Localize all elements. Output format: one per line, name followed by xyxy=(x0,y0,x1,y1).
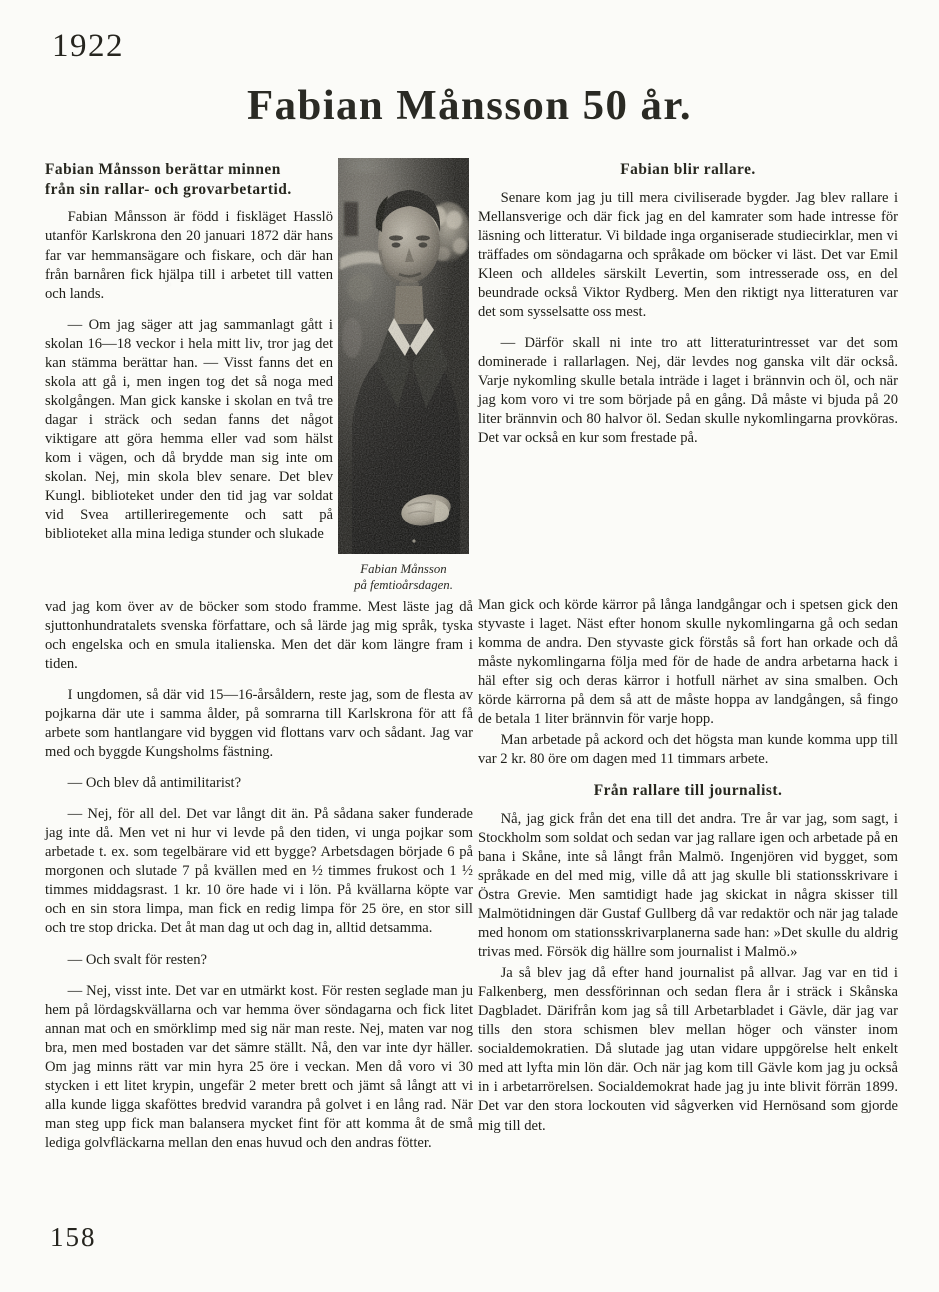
paragraph: Man arbetade på ackord och det högsta man kunde komma upp till var 2 kr. 80 öre om dagen med 11 timmars arbete. xyxy=(478,732,898,768)
right-column-continuation xyxy=(478,596,898,1138)
paragraph: Ja så blev jag då efter hand journalist på allvar. Jag var en tid i Falkenberg, men dessförinnan och sedan flera år i sträck i Skånska Dagbladet. Därifrån kom jag så till Arbetarbladet i Gävle, där jag var tills den stora schismen blev mellan höger och vänster inom socialdemokratien. Då slutade jag utan vidare uppgörelse helt enkelt med att lyfta min lön där. Och när jag kom till Gävle kom jag ju också in i arbetarrörelsen. Socialdemokrat hade jag ju inte blivit förrän 1899. Det var den stora lockouten vid sågverken vid Hernösand som gjorde mig till det. xyxy=(478,965,898,1134)
paragraph: — Om jag säger att jag sammanlagt gått i skolan 16—18 veckor i hela mitt liv, tror jag det kan stämma berättar han. — Visst fanns det en skola att gå i, men ingen tog det så noga med skolgången. Man gick kanske i skolan en två tre dagar i sträck och sedan fanns det något viktigare att göra hemma eller vad som hälst kom i vägen, och då brydde man sig inte om skolan. Nej, min skola blev senare. Det blev Kungl. biblioteket under den tid jag var soldat vid Svea artilleriregemente och satt på biblioteket alla mina lediga stunder och slukade xyxy=(45,316,333,542)
photo-caption xyxy=(338,561,469,594)
paragraph: Nå, jag gick från det ena till det andra. Tre år var jag, som sagt, i Stockholm som soldat och sedan var jag rallare igen och arbetade på en bana i Skåne, inte så långt från Malmö. Ingenjören vid bygget, som språkade en del med mig, ville då att jag skulle bli stationsskrivare i Östra Grevie. Men samtidigt hade jag skickat in några skisser till Malmötidningen där Gustaf Gullberg då var redaktör och när jag talade med honom om stationsskrivarplanerna sade han: »Det skulle du aldrig trivas med. Försök dig hällre som journalist i Malmö.» xyxy=(478,811,898,961)
paragraph: — Nej, för all del. Det var långt dit än. På sådana saker funderade jag inte då. Men vet ni hur vi levde på den tiden, vi unga pojkar som arbetade t. ex. som tegelbärare vid ett bygge? Arbetsdagen började 6 på morgonen och slutade 7 på kvällen med en ½ timmes frukost och 1 ½ timmes middagsrast. 1 kr. 10 öre hade vi i lön. På kvällarna köpte var och en sin stora limpa, man fick en redig limpa för 25 öre, en stor sill och tre stop dricka. Det åt man dag ut och dag in, alltid detsamma. xyxy=(45,806,473,937)
photo-caption-line2: på femtioårsdagen. xyxy=(354,578,453,593)
paragraph-question: — Och blev då antimilitarist? xyxy=(67,775,242,792)
portrait-figure xyxy=(338,158,469,594)
page-number: 158 xyxy=(50,1222,97,1252)
paragraph-question: — Och svalt för resten? xyxy=(67,951,208,968)
section-spacer xyxy=(478,771,898,781)
section-heading-fran-rallare-till-journalist: Från rallare till journalist. xyxy=(593,782,783,800)
kicker-line-2: från sin rallar- och grovarbetartid. xyxy=(45,180,292,198)
paragraph: — Därför skall ni inte tro att litteraturintresset var det som dominerade i rallarlagen. Nej, där levdes nog ganska vilt där också. Varje nykomling skulle betala inträde i laget i brännvin och öl, och när jag kom voro vi tre som började på en gång. Då måste vi bjuda på 20 liter brännvin och 80 halvor öl. Sedan skulle nykomlingarna provköras. Det var också en kur som frestade på. xyxy=(478,334,898,447)
section-heading-fabian-blir-rallare: Fabian blir rallare. xyxy=(620,161,756,178)
portrait-photograph-icon xyxy=(338,158,469,554)
paragraph: — Nej, visst inte. Det var en utmärkt kost. För resten seglade man ju hem på lördagskvällarna och var hemma över söndagarna och fick litet annan mat och en smörklimp med sig när man reste. Nej, maten var nog bra, men med bostaden var det sämre ställt. Nå, den var inte dyr häller. Om jag minns rätt var min hyra 25 öre i veckan. Men då voro vi 30 stycken i ett litet krypin, ungefär 2 meter brett och jämt så långt att vi alla kunde ligga skaföttes bredvid varandra på golvet i en lång rad. När man steg upp fick man balansera mycket fint för att komma åt de små lediga golvfläckarna mellan den enas huvud och den andras fötter. xyxy=(45,982,473,1151)
photo-caption-line1: Fabian Månsson xyxy=(360,562,447,576)
paragraph: I ungdomen, så där vid 15—16-årsåldern, reste jag, som de flesta av pojkarna där ute i samma ålder, på somrarna till Karlskrona för att få arbete som hantlangare vid byggen vid flottans varv och sådant. Jag var med och byggde Kungsholms fästning. xyxy=(45,687,473,761)
left-column xyxy=(45,160,333,546)
paragraph: Fabian Månsson är född i fiskläget Hasslö utanför Karlskrona den 20 januari 1872 där hans far var hemmansägare och fiskare, och där han från barnåren fick hjälpa till i arbetet till vatten och lands. xyxy=(45,209,333,302)
page-title: Fabian Månsson 50 år. xyxy=(246,83,693,129)
paragraph: Man gick och körde kärror på långa landgångar och i spetsen gick den styvaste i laget. Näst efter honom skulle nykomlingarna gå och sedan komma de andra. Den styvaste gick förstås så fort han orkade och då måste nykomlingarna följa med för de hade de andra arbetarna hack i häl efter sig och deras kärror i hotfull närhet av sina smalben. Och körde kärrorna på dem så att de måste hoppa av landgången, så fingo de betala 1 liter brännvin för varje hopp. xyxy=(478,597,898,728)
year-label: 1922 xyxy=(52,28,124,64)
left-column-continuation xyxy=(45,598,473,1155)
right-column xyxy=(478,160,898,450)
left-column-kicker xyxy=(45,160,333,199)
paragraph: Senare kom jag ju till mera civiliserade bygder. Jag blev rallare i Mellansverige och där fick jag en del kamrater som hade intresse för läsning och litteratur. Vi bildade inga organiserade studiecirklar, men vi träffades om söndagarna och språkade om böcker vi läst. Det var Emil Kleen och alldeles särskilt Levertin, som intresserade oss, en del beundrade också Viktor Rydberg. Men den riktigt nya litteraturen var det som sysselsatte oss mest. xyxy=(478,189,898,320)
kicker-line-1: Fabian Månsson berättar minnen xyxy=(45,161,281,178)
paragraph: vad jag kom över av de böcker som stodo framme. Mest läste jag då sjuttonhundratalets svenska författare, och så lärde jag mig språk, tyska och engelska och en smula italienska. Men det där kom längre fram i tiden. xyxy=(45,599,473,673)
